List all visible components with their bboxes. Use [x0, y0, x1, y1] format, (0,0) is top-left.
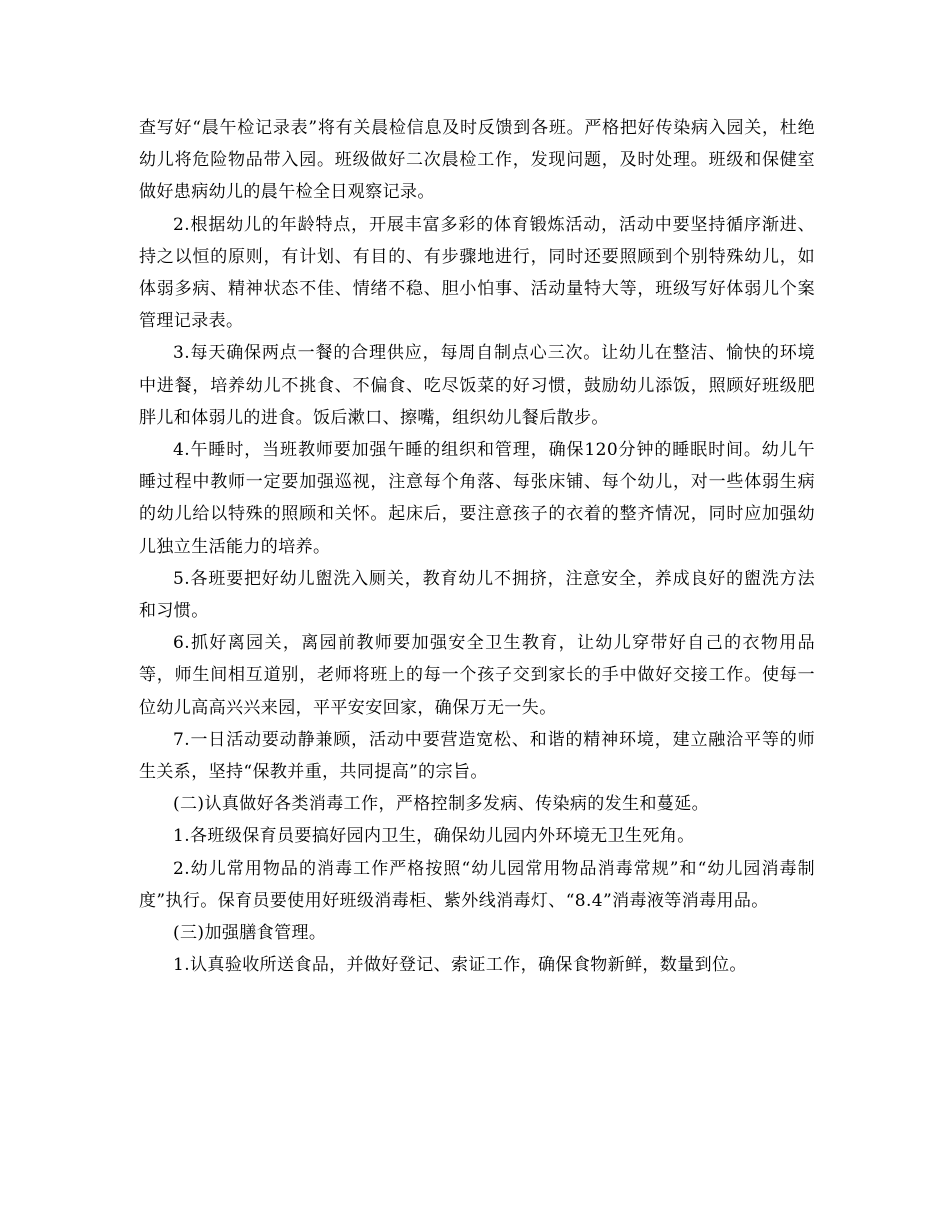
paragraph-item-2-physical-exercise: 2.根据幼儿的年龄特点，开展丰富多彩的体育锻炼活动，活动中要坚持循序渐进、持之以恒的原则，有计划、有目的、有步骤地进行，同时还要照顾到个别特殊幼儿，如体弱多病、精神状态不佳、情绪不稳、胆小怕事、活动量特大等，班级写好体弱儿个案管理记录表。: [139, 214, 815, 332]
paragraph-item-4-nap: 4.午睡时，当班教师要加强午睡的组织和管理，确保120分钟的睡眠时间。幼儿午睡过程中教师一定要加强巡视，注意每个角落、每张床铺、每个幼儿，对一些体弱生病的幼儿给以特殊的照顾和关怀。起床后，要注意孩子的衣着的整齐情况，同时应加强幼儿独立生活能力的培养。: [139, 440, 815, 557]
paragraph-morning-check-continued: 查写好“晨午检记录表”将有关晨检信息及时反馈到各班。严格把好传染病入园关，杜绝幼儿将危险物品带入园。班级做好二次晨检工作，发现问题，及时处理。班级和保健室做好患病幼儿的晨午检全日观察记录。: [139, 118, 815, 203]
paragraph-meal-item-1: 1.认真验收所送食品，并做好登记、索证工作，确保食物新鲜，数量到位。: [173, 955, 747, 976]
paragraph-item-7-daily-activity: 7.一日活动要动静兼顾，活动中要营造宽松、和谐的精神环境，建立融洽平等的师生关系，坚持“保教并重，共同提高”的宗旨。: [139, 729, 815, 783]
section-heading-meal-management: (三)加强膳食管理。: [173, 923, 327, 944]
paragraph-item-5-washing: 5.各班要把好幼儿盥洗入厕关，教育幼儿不拥挤，注意安全，养成良好的盥洗方法和习惯。: [139, 568, 815, 622]
paragraph-item-6-leaving: 6.抓好离园关，离园前教师要加强安全卫生教育，让幼儿穿带好自己的衣物用品等，师生间相互道别，老师将班上的每一个孩子交到家长的手中做好交接工作。使每一位幼儿高高兴兴来园，平平安安回家，确保万无一失。: [139, 633, 815, 718]
document-body: [139, 112, 815, 981]
paragraph-disinfection-item-1: 1.各班级保育员要搞好园内卫生，确保幼儿园内外环境无卫生死角。: [173, 826, 695, 847]
paragraph-disinfection-item-2: 2.幼儿常用物品的消毒工作严格按照“幼儿园常用物品消毒常规”和“幼儿园消毒制度”执行。保育员要使用好班级消毒柜、紫外线消毒灯、“8.4”消毒液等消毒用品。: [139, 858, 815, 911]
section-heading-disinfection: (二)认真做好各类消毒工作，严格控制多发病、传染病的发生和蔓延。: [173, 794, 710, 815]
paragraph-item-3-meals: 3.每天确保两点一餐的合理供应，每周自制点心三次。让幼儿在整洁、愉快的环境中进餐，培养幼儿不挑食、不偏食、吃尽饭菜的好习惯，鼓励幼儿添饭，照顾好班级肥胖儿和体弱儿的进食。饭后漱口、擦嘴，组织幼儿餐后散步。: [139, 343, 815, 428]
